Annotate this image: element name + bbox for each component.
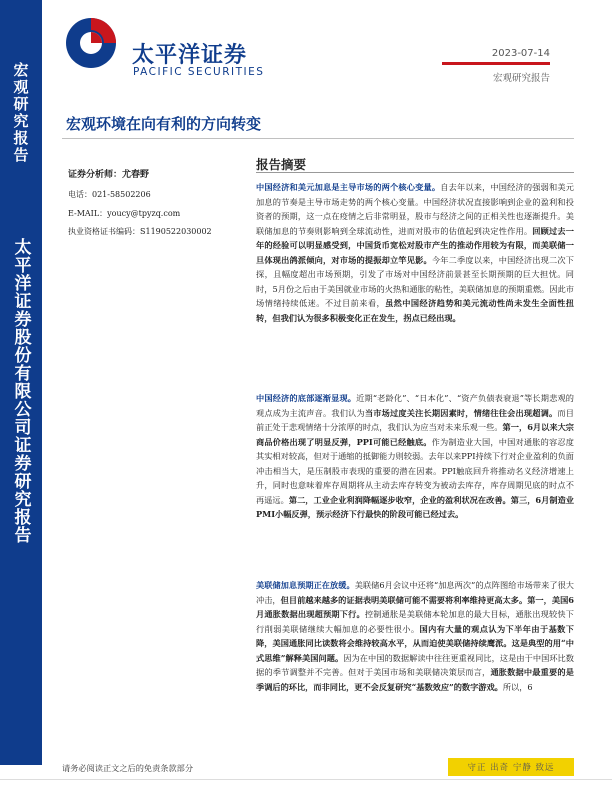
report-type-label: 宏观研究报告 <box>492 73 550 84</box>
emphasis-text: 回顾过去一年的经验可以明显感受到，中国货币宽松对股市产生的推动作用较为有限，而美联储一旦体现出鸽派倾向，对市场的提振却立竿见影。 <box>256 225 574 265</box>
emphasis-text: 当市场过度关注长期因素时，情绪往往会出现超调。 <box>364 407 558 418</box>
body-text: 所以，6 <box>502 681 533 692</box>
emphasis-text: 国内有大量的观点认为下半年由于基数下降，美国通胀同比读数将会维持较高水平，从而迫使美联储持续鹰派。这是典型的用“中式思维”解释美国问题。 <box>256 623 574 663</box>
body-text: 控制通胀是美联储本轮加息的最大目标，通胀出现较快下行削弱美联储继续大幅加息的必要性很小。 <box>256 609 574 634</box>
body-text: 作为制造业大国，中国对通胀的容忍度其实相对较高，但对于通缩的抵御能力则较弱。去年以来PPI持续下行对企业盈利的负面冲击相当大，是压制股市表现的重要的潜在因素。PPI触底回升将推动名义经济增速上升，同时也意味着库存周期将从主动去库存转变为被动去库存，库存周期见底的时点不再遥远。 <box>256 436 574 505</box>
summary-heading: 报告摘要 <box>256 157 307 172</box>
summary-paragraph-2 <box>256 391 574 522</box>
body-text: 近期“老龄化”、“日本化”、“资产负债表衰退”等长期悲观的观点成为主流声音。我们认为 <box>256 393 574 418</box>
analyst-email: E-MAIL：youcy@tpyzq.com <box>68 209 181 218</box>
body-text: 而目前正处于悲观情绪十分浓厚的时点，我们认为应当对未来乐观一些。 <box>256 407 574 433</box>
summary-paragraph-3 <box>256 578 574 694</box>
sidebar-company-label: 太平洋证券股份有限公司证券研究报告 <box>10 238 31 544</box>
body-text: 今年二季度以来，中国经济出现二次下探，且幅度超出市场预期，引发了市场对中国经济前景甚至长期预期的巨大担忧。同时，5月份之后由于美国就业市场的火热和通胀的粘性，美联储加息的预期重燃。因此市场情绪持续低迷。不过目前来看， <box>256 254 574 309</box>
footer-disclaimer: 请务必阅读正文之后的免责条款部分 <box>62 763 194 773</box>
analyst-license: 执业资格证书编码：S1190522030002 <box>68 227 212 236</box>
analyst-name: 证券分析师：尤春野 <box>68 170 150 180</box>
body-text: 自去年以来，中国经济的强弱和美元加息的节奏是主导市场走势的两个核心变量。中国经济状况直接影响到企业的盈利和投资者的预期，这一点在疫情之后非常明显，股市与经济之间的正相关性也逐渐提升。美联储加息的节奏则影响到全球流动性，进而对股市的估值起到决定性作用。 <box>256 182 574 236</box>
brand-name-cn: 太平洋证券 <box>132 43 248 68</box>
left-sidebar <box>0 0 42 765</box>
title-divider <box>62 138 574 139</box>
emphasis-text: 第二，工业企业利润降幅逐步收窄，企业的盈利状况在改善。第三，6月制造业PMI小幅反弹，预示经济下行最快的阶段可能已经过去。 <box>256 494 574 520</box>
emphasis-text: 但目前越来越多的证据表明美联储可能不需要将利率维持更高太多。第一，美国6月通胀数据出现超预期下行。 <box>256 594 574 620</box>
brand-name-en: PACIFIC SECURITIES <box>133 66 265 78</box>
page-title: 宏观环境在向有利的方向转变 <box>66 115 262 133</box>
summary-paragraph-1 <box>256 180 574 325</box>
header-accent-bar <box>442 62 550 65</box>
paragraph-lead: 中国经济和美元加息是主导市场的两个核心变量。 <box>256 182 441 192</box>
body-text: 美联储6月会议中还将“加息两次”的点阵图给市场带来了很大冲击， <box>256 580 574 605</box>
emphasis-text: 虽然中国经济趋势和美元流动性尚未发生全面性扭转，但我们认为很多积极变化正在发生，拐点已经出现。 <box>256 298 574 323</box>
emphasis-text: 第一，6月以来大宗商品价格出现了明显反弹，PPI可能已经触底。 <box>256 422 574 447</box>
company-logo-icon <box>64 16 118 70</box>
analyst-phone: 电话：021-58502206 <box>68 190 151 199</box>
footer-motto: 守正 出奇 宁静 致远 <box>448 758 574 776</box>
paragraph-lead: 中国经济的底部逐渐显现。 <box>256 393 357 403</box>
sidebar-report-type: 宏观研究报告 <box>11 62 30 164</box>
body-text: 因为在中国的数据解读中往往更重视同比，这是由于中国环比数据的季节调整并不完善。但对于美国市场和美联储决策层而言， <box>256 652 574 678</box>
emphasis-text: 通胀数据中最重要的是季调后的环比，而非同比，更不会反复研究“基数效应”的数字游戏。 <box>256 667 574 692</box>
report-date: 2023-07-14 <box>491 48 550 59</box>
paragraph-lead: 美联储加息预期正在放缓。 <box>256 580 355 590</box>
footer-divider <box>0 779 612 780</box>
summary-heading-divider <box>256 172 574 173</box>
